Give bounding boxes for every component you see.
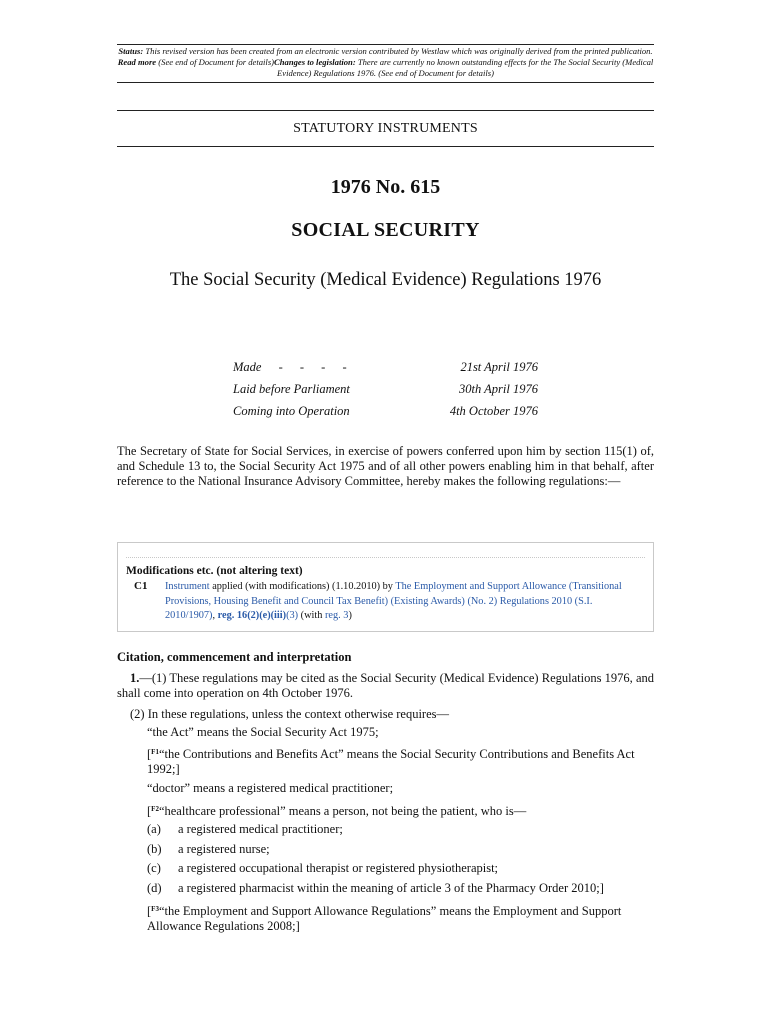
definition-hcp-text: “healthcare professional” means a person, not being the patient, who is— (158, 804, 527, 818)
definition-act: “the Act” means the Social Security Act 1975; (147, 725, 379, 739)
status-banner (117, 44, 654, 83)
dates-table (233, 356, 538, 422)
comma: , (212, 610, 216, 621)
act-link[interactable]: The Employment and Support Allowance (Transitional Provisions, Housing Benefit and Council Tax Benefit) (Existing Awards) (No. 2) Regulations 2010 (S.I. 2010/1907) (165, 581, 622, 621)
made-label: Made - - - - (233, 360, 347, 374)
paragraph-1 (117, 671, 654, 701)
series-label: STATUTORY INSTRUMENTS (293, 121, 478, 136)
modifications-heading: Modifications etc. (not altering text) (126, 565, 303, 577)
date-row-coming (233, 400, 538, 422)
changes-text: There are currently no known outstanding effects for the The Social Security (Medical Evidence) Regulations 1976. (See end of Document for details) (277, 57, 654, 78)
with-link[interactable]: reg. 3 (325, 610, 349, 621)
section-heading: Citation, commencement and interpretation (117, 650, 352, 664)
status-label: Status: (118, 46, 144, 56)
modification-code: C1 (134, 580, 148, 592)
footnote-f1[interactable]: F1 (151, 748, 159, 756)
definition-esa-text: “the Employment and Support Allowance Regulations” means the Employment and Support Allowance Regulations 2008;] (147, 904, 622, 933)
changes-label: Changes to legislation: (274, 57, 356, 67)
made-value: 21st April 1976 (460, 360, 538, 374)
with-text: (with (300, 610, 323, 621)
footnote-f3[interactable]: F3 (151, 905, 159, 913)
list-item-text: a registered nurse; (178, 842, 270, 856)
modifications-box (117, 542, 654, 632)
definition-cba-text: “the Contributions and Benefits Act” means the Social Security Contributions and Benefits Act 1992;] (147, 747, 635, 776)
modification-text (165, 580, 635, 624)
read-more-tail: (See end of Document for details) (158, 57, 275, 67)
date-row-laid (233, 378, 538, 400)
definition-contributions-benefits-act: [$^{F1}$“the Contributions and Benefits Act” means the Social Security Contributions and Benefits Act 1992;] (147, 747, 635, 776)
list-item-label: (a) (147, 822, 161, 836)
laid-value: 30th April 1976 (459, 382, 538, 396)
reg-tail-link[interactable]: (3) (286, 610, 299, 621)
status-text: This revised version has been created from an electronic version contributed by Westlaw which was originally derived from the printed publication. (145, 46, 653, 56)
coming-label: Coming into Operation (233, 404, 350, 418)
list-item-label: (d) (147, 881, 162, 895)
list-item-text: a registered pharmacist within the meaning of article 3 of the Pharmacy Order 2010;] (178, 881, 604, 895)
date-row-made (233, 356, 538, 378)
series-bar (117, 110, 654, 147)
footnote-f2[interactable]: F2 (151, 805, 159, 813)
reg-link[interactable]: reg. 16(2)(e)(iii) (217, 610, 287, 621)
list-item-text: a registered medical practitioner; (178, 822, 343, 836)
definition-doctor: “doctor” means a registered medical practitioner; (147, 781, 394, 795)
definition-esa-regulations: [$^{F3}$“the Employment and Support Allowance Regulations” means the Employment and Support Allowance Regulations 2008;] (147, 904, 622, 933)
dotted-divider (126, 557, 645, 558)
list-item-label: (c) (147, 861, 161, 875)
subject-heading: SOCIAL SECURITY (291, 219, 480, 241)
list-item-text: a registered occupational therapist or registered physiotherapist; (178, 861, 499, 875)
read-more-link[interactable]: Read more (117, 57, 157, 67)
definition-healthcare-professional: [$^{F2}$“healthcare professional” means a person, not being the patient, who is— (147, 804, 527, 818)
list-item-label: (b) (147, 842, 162, 856)
modification-text-1: applied (with modifications) (1.10.2010) by (212, 581, 393, 592)
paragraph-1-number: 1. (130, 671, 140, 685)
coming-value: 4th October 1976 (449, 404, 538, 418)
paragraph-1-text: —(1) These regulations may be cited as the Social Security (Medical Evidence) Regulations 1976, and shall come into operation on 4th October 1976. (117, 671, 654, 700)
si-number: 1976 No. 615 (330, 176, 441, 198)
paragraph-2: (2) In these regulations, unless the context otherwise requires— (130, 707, 450, 721)
close-paren: ) (348, 610, 352, 621)
instrument-link[interactable]: Instrument (165, 581, 210, 592)
preamble: The Secretary of State for Social Services, in exercise of powers conferred upon him by section 115(1) of, and Schedule 13 to, the Social Security Act 1975 and of all other powers enabling him in that behalf, after reference to the National Insurance Advisory Committee, hereby makes the following regulations:— (117, 444, 654, 488)
document-title: The Social Security (Medical Evidence) Regulations 1976 (169, 270, 602, 290)
laid-label: Laid before Parliament (233, 382, 350, 396)
